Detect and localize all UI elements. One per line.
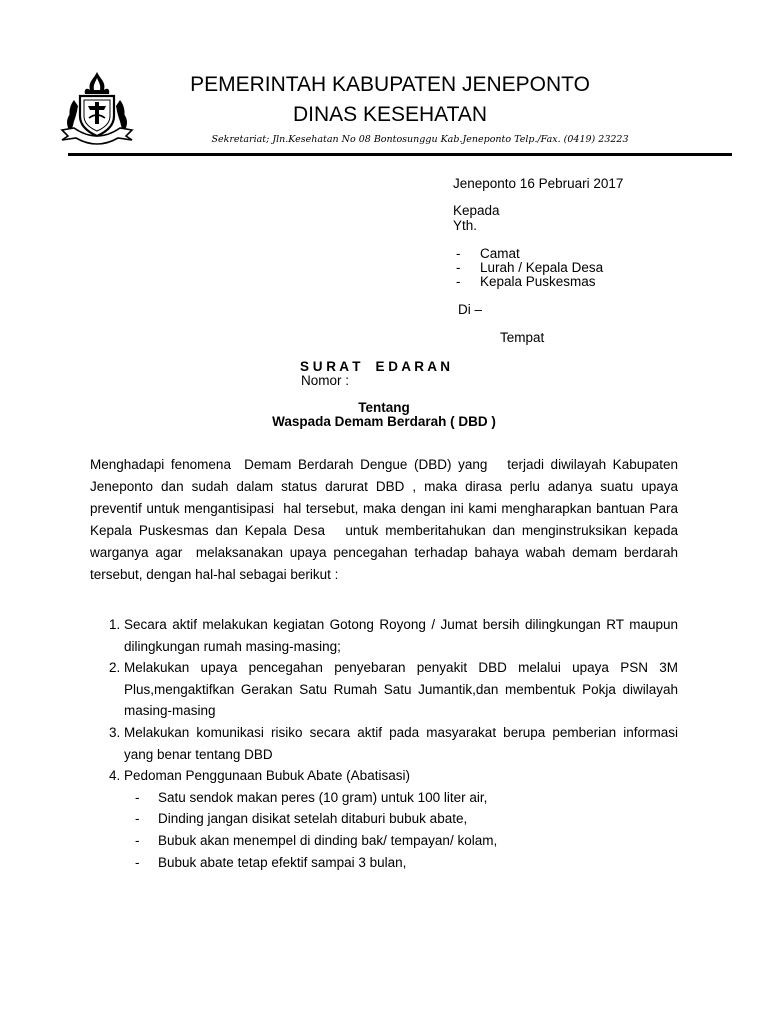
recipient-item: Kepala Puskesmas xyxy=(480,274,596,289)
recipient-item: Camat xyxy=(480,246,520,261)
header-title-government: PEMERINTAH KABUPATEN JENEPONTO xyxy=(190,73,590,96)
list-text: Secara aktif melakukan kegiatan Gotong Royong / Jumat bersih dilingkungan RT maupun dilingkungan rumah masing-masing; xyxy=(124,617,690,654)
list-item xyxy=(90,765,678,787)
sub-list-text: Dinding jangan disikat setelah ditaburi bubuk abate, xyxy=(158,811,468,827)
recipient-item: Lurah / Kepala Desa xyxy=(480,260,604,275)
sub-list-item: - Satu sendok makan peres (10 gram) untuk 100 liter air, xyxy=(135,789,488,805)
letter-subject: Waspada Demam Berdarah ( DBD ) xyxy=(272,414,496,429)
list-number: 1. xyxy=(109,617,121,632)
sub-list-item: - Bubuk abate tetap efektif sampai 3 bulan, xyxy=(135,854,407,870)
header-address: Sekretariat; Jln.Kesehatan No 08 Bontosunggu Kab.Jeneponto Telp./Fax. (0419) 23223 xyxy=(211,134,629,145)
di-label: Di – xyxy=(458,302,483,317)
list-item xyxy=(90,614,690,657)
list-item xyxy=(90,657,678,722)
list-text: Melakukan komunikasi risiko secara aktif pada masyarakat berupa pemberian informasi yang benar tentang DBD xyxy=(124,724,678,762)
instruction-list xyxy=(90,614,690,873)
sub-list-item: - Bubuk akan menempel di dinding bak/ tempayan/ kolam, xyxy=(135,832,498,848)
yth-label: Yth. xyxy=(453,218,478,233)
list-text: Melakukan upaya pencegahan penyebaran penyakit DBD melalui upaya PSN 3M Plus,mengaktifkan Gerakan Satu Rumah Satu Jumantik,dan membentuk Pokja diwilayah masing-masing xyxy=(124,660,678,719)
recipient-dash: - xyxy=(456,246,461,261)
sub-list-text: Satu sendok makan peres (10 gram) untuk 100 liter air, xyxy=(158,789,488,805)
recipient-dash: - xyxy=(456,260,461,275)
sub-list-item: - Dinding jangan disikat setelah ditaburi bubuk abate, xyxy=(135,811,468,827)
sub-list-text: Bubuk akan menempel di dinding bak/ tempayan/ kolam, xyxy=(158,832,498,848)
list-number: 4. xyxy=(109,768,121,784)
regency-emblem-icon xyxy=(60,70,134,146)
recipient-dash: - xyxy=(456,274,461,289)
list-number: 2. xyxy=(109,660,121,676)
header-title-agency: DINAS KESEHATAN xyxy=(292,103,488,126)
letter-date: Jeneponto 16 Pebruari 2017 xyxy=(453,176,624,191)
letter-number: Nomor : xyxy=(301,373,350,388)
tentang-label: Tentang xyxy=(358,400,410,415)
list-number: 3. xyxy=(109,724,121,740)
list-text: Pedoman Penggunaan Bubuk Abate (Abatisasi) xyxy=(124,768,410,784)
body-paragraph: Menghadapi fenomena Demam Berdarah Dengue (DBD) yang terjadi diwilayah Kabupaten Jeneponto dan sudah dalam status darurat DBD , maka dirasa perlu adanya suatu upaya preventif untuk mengantisipasi hal tersebut, maka dengan ini kami mengharapkan bantuan Para Kepala Puskesmas dan Kepala Desa untuk memberitahukan dan menginstruksikan kepada warganya agar melaksanakan upaya pencegahan terhadap bahaya wabah demam berdarah tersebut, dengan hal-hal sebagai berikut : xyxy=(90,457,682,583)
list-item xyxy=(90,722,678,765)
kepada-label: Kepada xyxy=(453,203,500,218)
letter-type: S U R A T E D A R A N xyxy=(300,359,451,374)
sub-list-text: Bubuk abate tetap efektif sampai 3 bulan, xyxy=(158,854,407,870)
header-divider xyxy=(68,153,732,156)
tempat-label: Tempat xyxy=(500,330,545,345)
